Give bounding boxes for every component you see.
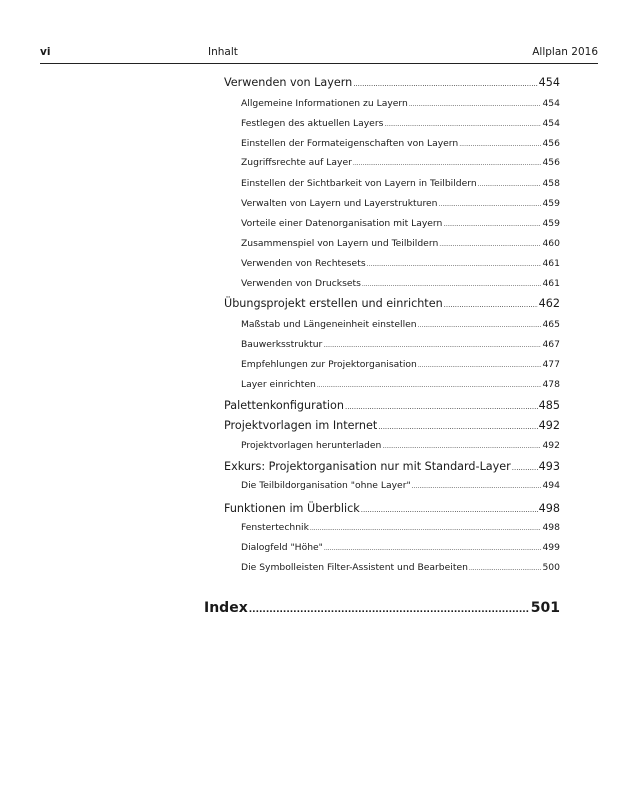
toc-entry-title: Übungsprojekt erstellen und einrichten	[224, 297, 443, 310]
toc-entry-title: Zusammenspiel von Layern und Teilbildern	[241, 238, 439, 249]
toc-entry-title: Projektvorlagen im Internet	[224, 419, 378, 432]
leader-dots	[317, 379, 542, 390]
page-number: vi	[40, 46, 51, 58]
toc-chapter-entry[interactable]	[224, 76, 560, 96]
leader-dots	[324, 542, 542, 553]
toc-subentry[interactable]	[241, 118, 560, 136]
toc-entry-title: Allgemeine Informationen zu Layern	[241, 98, 408, 109]
toc-entry-title: Funktionen im Überblick	[224, 502, 360, 515]
toc-entry-page: 454	[542, 98, 560, 109]
toc-entry-title: Einstellen der Formateigenschaften von Layern	[241, 138, 459, 149]
leader-dots	[469, 562, 542, 573]
toc-entry-page: 492	[538, 419, 560, 432]
leader-dots	[353, 76, 537, 89]
leader-dots	[444, 297, 538, 310]
leader-dots	[418, 319, 542, 330]
toc-entry-page: 493	[538, 460, 560, 473]
leader-dots	[439, 238, 541, 249]
toc-subentry[interactable]	[241, 98, 560, 116]
toc-entry-title: Verwenden von Drucksets	[241, 278, 361, 289]
toc-entry-page: 454	[538, 76, 560, 89]
toc-entry-title: Die Symbolleisten Filter-Assistent und Bearbeiten	[241, 562, 468, 573]
toc-entry-page: 460	[542, 238, 560, 249]
toc-chapter-entry[interactable]	[224, 502, 560, 522]
leader-dots	[361, 502, 538, 515]
toc-entry-page: 458	[542, 178, 560, 189]
leader-dots	[362, 278, 542, 289]
toc-entry-page: 478	[542, 379, 560, 390]
toc-subentry[interactable]	[241, 198, 560, 216]
toc-subentry[interactable]	[241, 359, 560, 377]
toc-entry-title: Die Teilbildorganisation "ohne Layer"	[241, 480, 411, 491]
toc-entry-title: Palettenkonfiguration	[224, 399, 344, 412]
toc-entry-title: Dialogfeld "Höhe"	[241, 542, 323, 553]
toc-entry-page: 492	[542, 440, 560, 451]
leader-dots	[353, 157, 542, 168]
toc-entry-title: Einstellen der Sichtbarkeit von Layern in Teilbildern	[241, 178, 477, 189]
toc-entry-page: 500	[542, 562, 560, 573]
toc-subentry[interactable]	[241, 319, 560, 337]
toc-entry-page: 494	[542, 480, 560, 491]
toc-entry-page: 454	[542, 118, 560, 129]
leader-dots	[310, 522, 542, 533]
toc-subentry[interactable]	[241, 542, 560, 560]
toc-entry-title: Index	[204, 600, 248, 616]
leader-dots	[443, 218, 541, 229]
toc-entry-title: Maßstab und Längeneinheit einstellen	[241, 319, 417, 330]
header-rule	[40, 63, 598, 64]
toc-entry-index[interactable]	[204, 600, 560, 624]
toc-subentry[interactable]	[241, 562, 560, 580]
leader-dots	[409, 98, 542, 109]
leader-dots	[418, 359, 542, 370]
toc-entry-page: 485	[538, 399, 560, 412]
toc-subentry[interactable]	[241, 238, 560, 256]
toc-entry-page: 467	[542, 339, 560, 350]
toc-entry-title: Fenstertechnik	[241, 522, 309, 533]
toc-entry-page: 459	[542, 218, 560, 229]
toc-entry-title: Layer einrichten	[241, 379, 316, 390]
toc-entry-page: 477	[542, 359, 560, 370]
toc-entry-page: 456	[542, 138, 560, 149]
toc-entry-title: Verwenden von Layern	[224, 76, 353, 89]
toc-subentry[interactable]	[241, 178, 560, 196]
leader-dots	[459, 138, 541, 149]
toc-entry-page: 456	[542, 157, 560, 168]
toc-entry-page: 461	[542, 278, 560, 289]
toc-subentry[interactable]	[241, 138, 560, 156]
toc-entry-page: 499	[542, 542, 560, 553]
toc-subentry[interactable]	[241, 339, 560, 357]
leader-dots	[382, 440, 541, 451]
leader-dots	[249, 600, 530, 616]
toc-entry-title: Vorteile einer Datenorganisation mit Layern	[241, 218, 443, 229]
toc-entry-title: Festlegen des aktuellen Layers	[241, 118, 384, 129]
leader-dots	[478, 178, 542, 189]
toc-entry-page: 498	[542, 522, 560, 533]
book-title: Allplan 2016	[532, 46, 598, 58]
leader-dots	[439, 198, 542, 209]
leader-dots	[378, 419, 537, 432]
toc-entry-title: Projektvorlagen herunterladen	[241, 440, 382, 451]
toc-subentry[interactable]	[241, 157, 560, 175]
toc-entry-page: 501	[530, 600, 560, 616]
toc-subentry[interactable]	[241, 440, 560, 458]
toc-entry-page: 459	[542, 198, 560, 209]
leader-dots	[323, 339, 541, 350]
toc-subentry[interactable]	[241, 522, 560, 540]
toc-subentry[interactable]	[241, 379, 560, 397]
toc-chapter-entry[interactable]	[224, 460, 560, 480]
toc-entry-page: 462	[538, 297, 560, 310]
toc-subentry[interactable]	[241, 278, 560, 296]
section-title: Inhalt	[208, 46, 238, 58]
toc-entry-title: Zugriffsrechte auf Layer	[241, 157, 352, 168]
leader-dots	[384, 118, 541, 129]
toc-entry-title: Empfehlungen zur Projektorganisation	[241, 359, 417, 370]
toc-entry-title: Verwalten von Layern und Layerstrukturen	[241, 198, 438, 209]
toc-chapter-entry[interactable]	[224, 297, 560, 317]
leader-dots	[345, 399, 538, 412]
toc-entry-page: 465	[542, 319, 560, 330]
leader-dots	[412, 480, 542, 491]
page-header	[40, 46, 598, 64]
toc-entry-page: 461	[542, 258, 560, 269]
toc-entry-title: Bauwerksstruktur	[241, 339, 323, 350]
toc-entry-title: Exkurs: Projektorganisation nur mit Standard-Layer	[224, 460, 511, 473]
toc-entry-title: Verwenden von Rechtesets	[241, 258, 366, 269]
toc-chapter-entry[interactable]	[224, 419, 560, 439]
toc-subentry[interactable]	[241, 218, 560, 236]
toc-entry-page: 498	[538, 502, 560, 515]
toc-subentry[interactable]	[241, 258, 560, 276]
toc-chapter-entry[interactable]	[224, 399, 560, 419]
leader-dots	[367, 258, 542, 269]
leader-dots	[512, 460, 538, 473]
toc-subentry[interactable]	[241, 480, 560, 498]
